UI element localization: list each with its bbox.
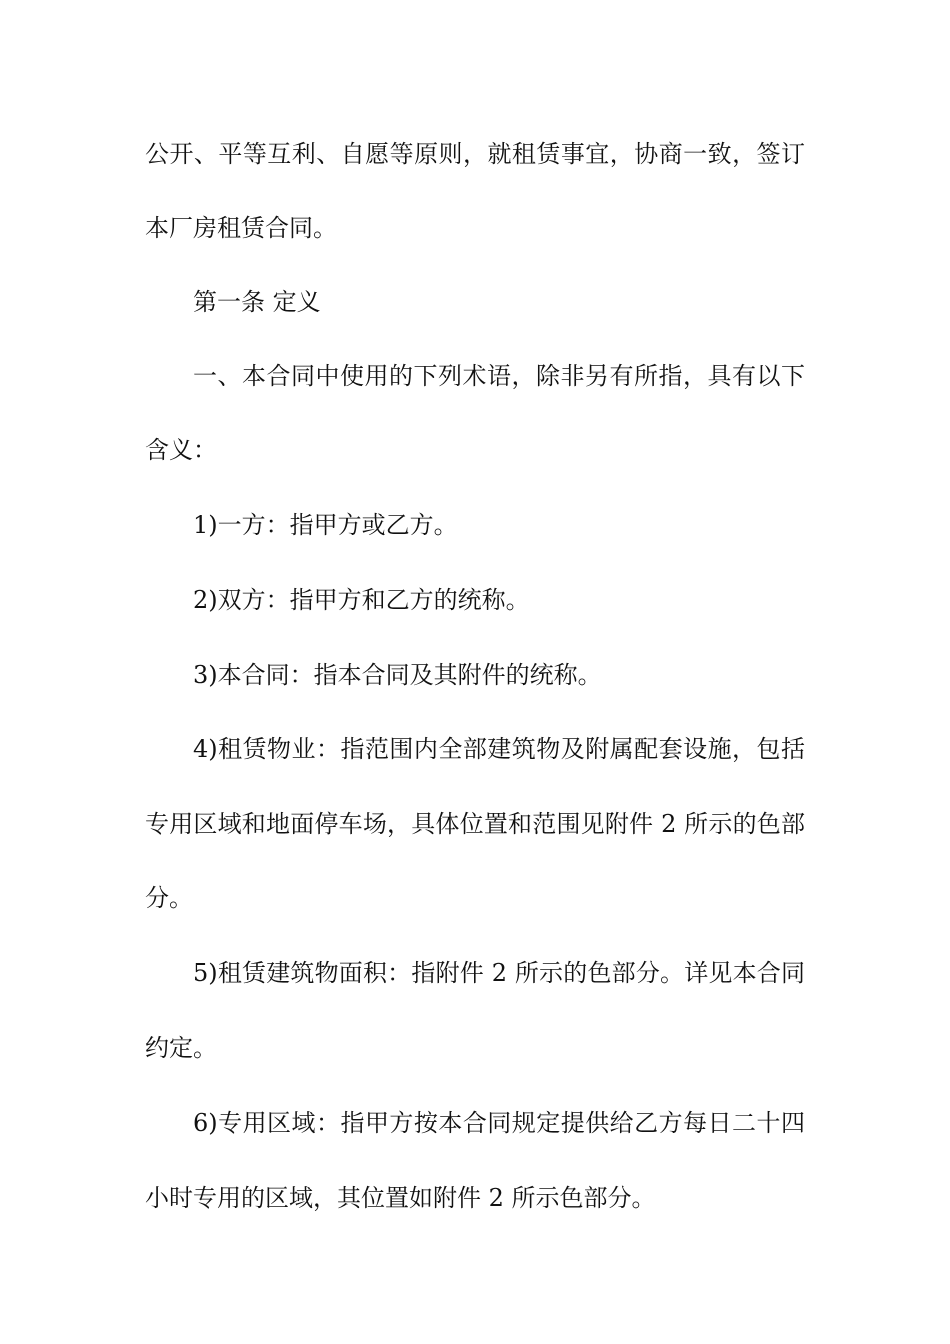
- section-heading: 第一条 定义: [193, 288, 321, 316]
- definition-item: 5)租赁建筑物面积：指附件 2 所示的色部分。详见本合同: [193, 959, 805, 987]
- definition-item: 3)本合同：指本合同及其附件的统称。: [193, 661, 602, 689]
- paragraph-line: 约定。: [145, 1034, 217, 1062]
- definition-item: 1)一方：指甲方或乙方。: [193, 511, 458, 539]
- paragraph-line: 本厂房租赁合同。: [145, 214, 337, 242]
- paragraph-line: 含义：: [145, 436, 217, 464]
- paragraph-line: 小时专用的区域，其位置如附件 2 所示色部分。: [145, 1184, 656, 1212]
- paragraph-line: 专用区域和地面停车场，具体位置和范围见附件 2 所示的色部: [145, 810, 805, 838]
- definition-item: 2)双方：指甲方和乙方的统称。: [193, 586, 530, 614]
- definition-item: 6)专用区域：指甲方按本合同规定提供给乙方每日二十四: [193, 1109, 805, 1137]
- definition-item: 4)租赁物业：指范围内全部建筑物及附属配套设施，包括: [193, 735, 805, 763]
- paragraph-line: 一、本合同中使用的下列术语，除非另有所指，具有以下: [193, 362, 805, 390]
- paragraph-line: 分。: [145, 884, 193, 912]
- paragraph-line: 公开、平等互利、自愿等原则，就租赁事宜，协商一致，签订: [145, 140, 805, 168]
